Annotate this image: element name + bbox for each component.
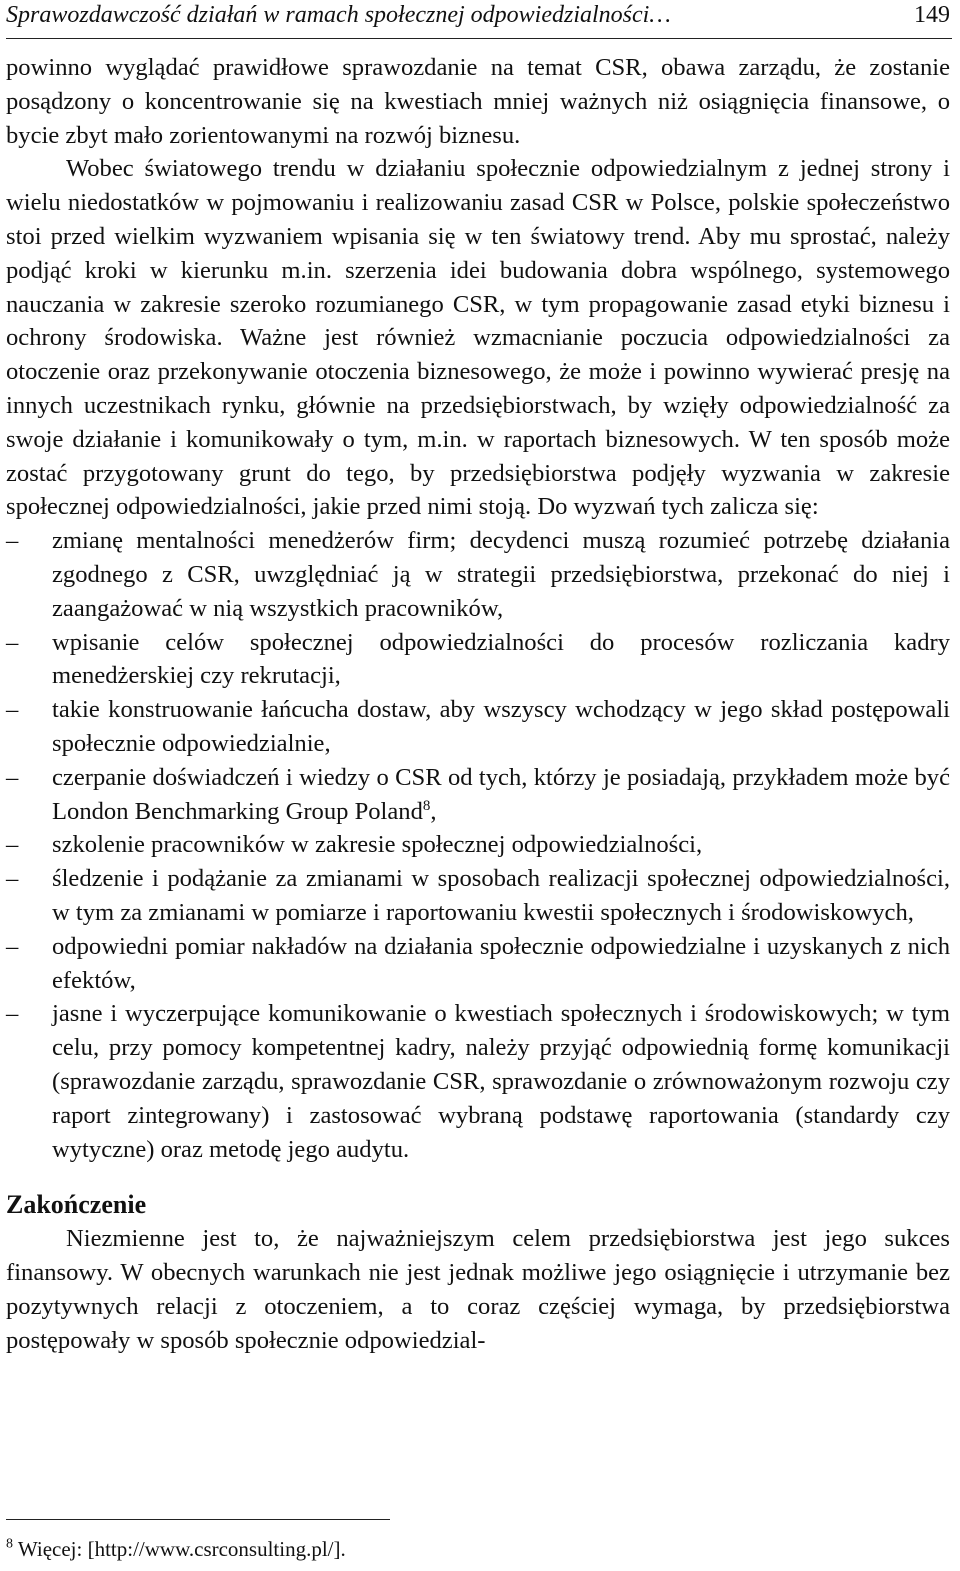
dash-bullet: – <box>6 831 19 859</box>
list-item-text: jasne i wyczerpujące komunikowanie o kwestiach społecznych i środowiskowych; w tym celu, przy pomocy kompetentnej kadry, należy przyjąć odpowiednią formę komunikacji (sprawozdanie zarządu, sprawozdanie CSR, sprawozdanie o zrównoważonym rozwoju czy raport zintegrowany) i zastosować wybraną podstawę raportowania (standardy czy wytyczne) oraz metodę jego audytu. <box>52 1000 950 1163</box>
conclusion-paragraph-text: Niezmienne jest to, że najważniejszym celem przedsiębiorstwa jest jego sukces finansowy. W obecnych warunkach nie jest jednak możliwe jego osiągnięcie i utrzymanie bez pozytywnych relacji z otoczeniem, a to coraz częściej wymaga, by przedsiębiorstwa postępowały w sposób społecznie odpowiedzial- <box>6 1225 950 1354</box>
footnote-text: Więcej: [http://www.csrconsulting.pl/]. <box>17 1537 346 1561</box>
running-header <box>6 0 952 39</box>
footnote <box>6 1535 346 1563</box>
paragraph-main-text: Wobec światowego trendu w działaniu społecznie odpowiedzialnym z jednej strony i wielu niedostatków w pojmowaniu i realizowaniu zasad CSR w Polsce, polskie społeczeństwo stoi przed wielkim wyzwaniem wpisania się w ten światowy trend. Aby mu sprostać, należy podjąć kroki w kierunku m.in. szerzenia idei budowania dobra wspólnego, systemowego nauczania w zakresie szeroko rozumianego CSR, w tym propagowanie zasad etyki biznesu i ochrony środowiska. Ważne jest również wzmacnianie poczucia odpowiedzialności za otoczenie oraz przekonywanie otoczenia biznesowego, że może i powinno wywierać presję na innych uczestnikach rynku, głównie na przedsiębiorstwach, by wzięły odpowiedzialność za swoje działanie i komunikowały o tym, m.in. w raportach biznesowych. W ten sposób może zostać przygotowany grunt do tego, by przedsiębiorstwa podjęły wyzwania w zakresie społecznej odpowiedzialności, jakie przed nimi stoją. Do wyzwań tych zalicza się: <box>6 155 950 521</box>
list-item-text: takie konstruowanie łańcucha dostaw, aby wszyscy wchodzący w jego skład postępowali społecznie odpowiedzialnie, <box>52 696 950 757</box>
challenges-list <box>6 524 950 1166</box>
paragraph-continued <box>6 51 950 152</box>
list-item-text: wpisanie celów społecznej odpowiedzialności do procesów rozliczania kadry menedżerskiej czy rekrutacji, <box>52 628 950 690</box>
dash-bullet: – <box>6 763 19 791</box>
list-item-text: zmianę mentalności menedżerów firm; decydenci muszą rozumieć potrzebę działania zgodnego z CSR, uwzględniać ją w strategii przedsiębiorstwa, przekonać do niej i zaangażować w nią wszystkich pracowników, <box>52 527 950 622</box>
list-item-text: czerpanie doświadczeń i wiedzy o CSR od tych, którzy je posiadają, przykładem może być London Benchmarking Group Poland <box>52 763 950 825</box>
dash-bullet: – <box>6 696 19 724</box>
list-item <box>6 828 950 862</box>
running-title: Sprawozdawczość działań w ramach społecznej odpowiedzialności… <box>6 2 671 28</box>
list-item <box>6 524 950 625</box>
conclusion-paragraph <box>6 1222 950 1357</box>
dash-bullet: – <box>6 527 19 555</box>
list-item-tail: , <box>430 797 437 825</box>
list-item <box>6 997 950 1166</box>
list-item <box>6 626 950 694</box>
section-heading: Zakończenie <box>6 1190 147 1220</box>
list-item <box>6 930 950 998</box>
paragraph-continued-text: powinno wyglądać prawidłowe sprawozdanie na temat CSR, obawa zarządu, że zostanie posądzony o koncentrowanie się na kwestiach mniej ważnych niż osiągnięcia finansowe, o bycie zbyt mało zorientowanymi na rozwój biznesu. <box>6 54 950 149</box>
list-item-text: odpowiedni pomiar nakładów na działania społecznie odpowiedzialne i uzyskanych z nich efektów, <box>52 932 950 994</box>
list-item <box>6 862 950 930</box>
paragraph-main <box>6 152 950 524</box>
dash-bullet: – <box>6 628 19 656</box>
footnote-number: 8 <box>6 1536 13 1552</box>
list-item-text: śledzenie i podążanie za zmianami w sposobach realizacji społecznej odpowiedzialności, w tym za zmianami w pomiarze i raportowaniu kwestii społecznych i środowiskowych, <box>52 865 950 926</box>
footnote-reference: 8 <box>422 797 431 814</box>
body-text <box>6 51 950 1357</box>
footnote-divider <box>6 1519 390 1520</box>
dash-bullet: – <box>6 1000 19 1028</box>
dash-bullet: – <box>6 932 19 960</box>
list-item <box>6 693 950 761</box>
list-item <box>6 761 950 829</box>
list-item-text: szkolenie pracowników w zakresie społecznej odpowiedzialności, <box>52 831 703 859</box>
page-number: 149 <box>914 2 950 28</box>
dash-bullet: – <box>6 865 19 893</box>
